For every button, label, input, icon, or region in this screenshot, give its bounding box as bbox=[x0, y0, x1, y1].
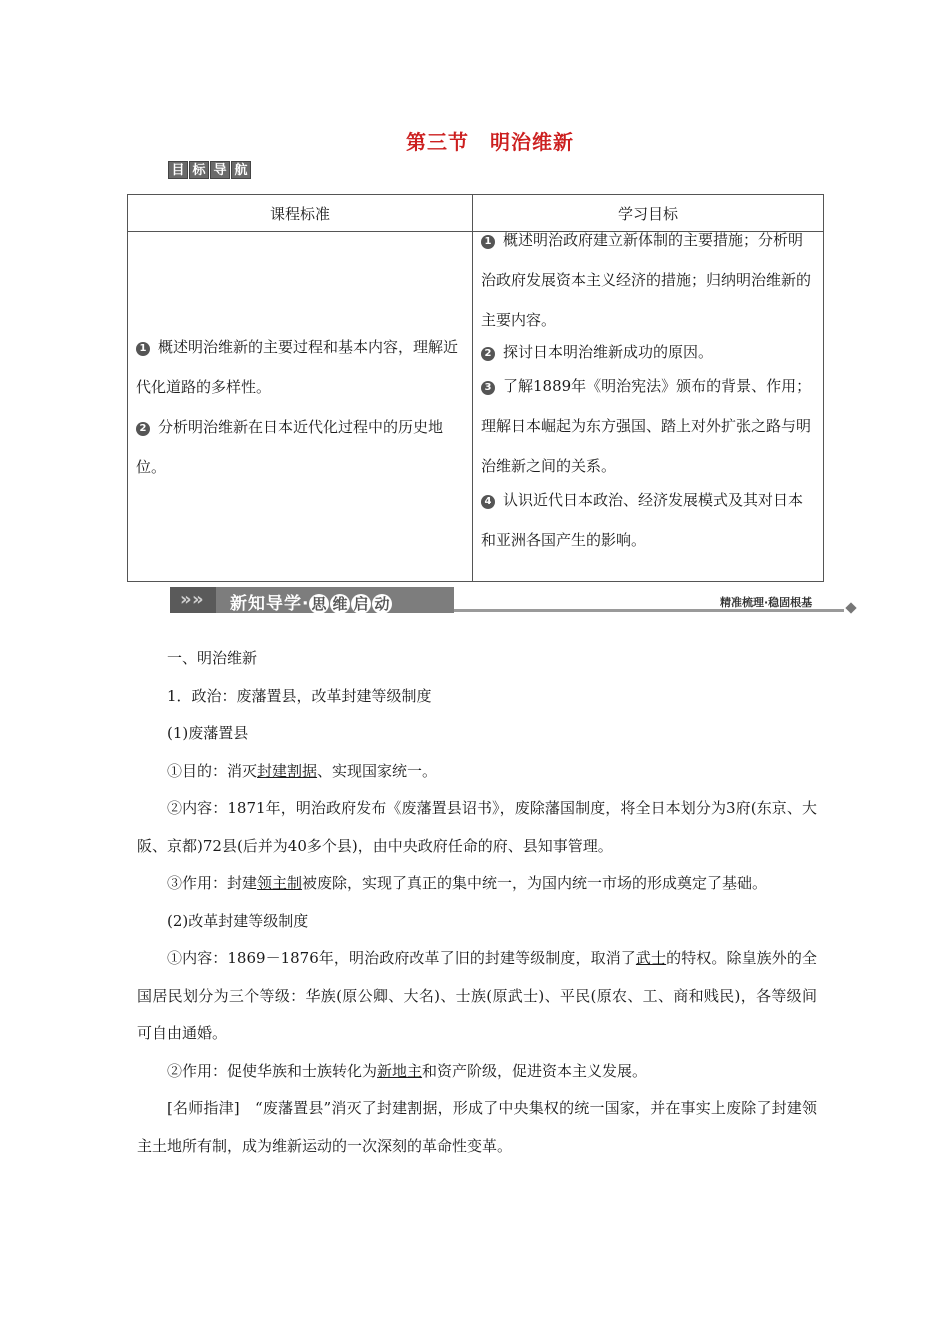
banner-dot: · bbox=[302, 594, 310, 614]
subsection-heading: (1)废藩置县 bbox=[167, 724, 249, 742]
learning-goals-cell bbox=[473, 232, 824, 582]
standard-text: 分析明治维新在日本近代化过程中的历史地位。 bbox=[136, 417, 444, 476]
paragraph bbox=[137, 940, 817, 1053]
objective-nav-badge bbox=[168, 161, 251, 179]
standard-text: 概述明治维新的主要过程和基本内容，理解近代化道路的多样性。 bbox=[136, 337, 459, 396]
banner-main-text: 新知导学 bbox=[230, 594, 302, 614]
paragraph bbox=[137, 1053, 817, 1091]
chevron-icon: » » bbox=[170, 587, 216, 613]
diamond-icon bbox=[845, 602, 856, 613]
goal-text: 了解1889年《明治宪法》颁布的背景、作用；理解日本崛起为东方强国、踏上对外扩张之路与明治维新之间的关系。 bbox=[481, 377, 812, 475]
text: 被废除，实现了真正的集中统一，为国内统一市场的形成奠定了基础。 bbox=[302, 874, 768, 892]
underlined-term: 武士 bbox=[635, 949, 667, 967]
number-badge: 2 bbox=[136, 422, 150, 436]
standard-item bbox=[136, 407, 464, 487]
paragraph bbox=[137, 753, 817, 791]
goal-item bbox=[481, 480, 815, 560]
standards-table bbox=[127, 194, 824, 582]
number-badge: 2 bbox=[481, 347, 495, 361]
goal-text: 认识近代日本政治、经济发展模式及其对日本和亚洲各国产生的影响。 bbox=[481, 491, 804, 549]
course-standard-cell bbox=[128, 232, 473, 582]
header-learning-goals: 学习目标 bbox=[473, 195, 824, 232]
badge-char: 导 bbox=[210, 161, 230, 179]
paragraph: ②内容：1871年，明治政府发布《废藩置县诏书》，废除藩国制度，将全日本划分为3府(东京、大阪、京都)72县(后并为40多个县)，由中央政府任命的府、县知事管理。 bbox=[137, 799, 817, 855]
paragraph bbox=[137, 865, 817, 903]
number-badge: 3 bbox=[481, 381, 495, 395]
text: 、实现国家统一。 bbox=[317, 761, 438, 780]
text: 的特权。除皇族外的全国居民划分为三个等级：华族(原公卿、大名)、士族(原武士)、平民(原农、工、商和贱民)，各等级间可自由通婚。 bbox=[137, 949, 817, 1042]
banner-title bbox=[230, 589, 393, 614]
text: ①内容：1869－1876年，明治政府改革了旧的封建等级制度，取消了 bbox=[167, 949, 636, 967]
text: ③作用：封建 bbox=[167, 874, 258, 892]
goal-item bbox=[481, 220, 815, 340]
banner-circled-char: 动 bbox=[374, 595, 391, 613]
subsection-heading: 1．政治：废藩置县，改革封建等级制度 bbox=[167, 686, 432, 705]
banner-subtitle: 精准梳理·稳固根基 bbox=[720, 596, 813, 609]
text: ②作用：促使华族和士族转化为 bbox=[167, 1061, 378, 1080]
badge-char: 标 bbox=[189, 161, 209, 179]
number-badge: 4 bbox=[481, 495, 495, 509]
standard-item bbox=[136, 327, 464, 407]
badge-char: 航 bbox=[231, 161, 251, 179]
header-course-standard: 课程标准 bbox=[128, 195, 473, 232]
underlined-term: 领主制 bbox=[257, 874, 303, 892]
goal-text: 概述明治政府建立新体制的主要措施；分析明治政府发展资本主义经济的措施；归纳明治维新的主要内容。 bbox=[481, 231, 812, 329]
banner-circled-char: 思 bbox=[311, 595, 328, 613]
text: 和资产阶级，促进资本主义发展。 bbox=[422, 1061, 648, 1080]
subsection-heading: (2)改革封建等级制度 bbox=[167, 911, 309, 930]
banner-circled-char: 维 bbox=[332, 595, 349, 613]
goal-item bbox=[481, 366, 815, 486]
number-badge: 1 bbox=[136, 342, 150, 356]
text: ①目的：消灭 bbox=[167, 761, 258, 780]
section-banner bbox=[170, 587, 454, 613]
lesson-content bbox=[137, 640, 817, 1165]
page-title: 第三节 明治维新 bbox=[406, 130, 574, 154]
badge-char: 目 bbox=[168, 161, 188, 179]
section-heading: 一、明治维新 bbox=[167, 649, 258, 667]
underlined-term: 封建割据 bbox=[257, 761, 318, 780]
teacher-tip-paragraph: [名师指津] “废藩置县”消灭了封建割据，形成了中央集权的统一国家，并在事实上废除了封建领主土地所有制，成为维新运动的一次深刻的革命性变革。 bbox=[137, 1099, 817, 1155]
goal-text: 探讨日本明治维新成功的原因。 bbox=[503, 343, 714, 361]
banner-circled-char: 启 bbox=[353, 595, 370, 613]
underlined-term: 新地主 bbox=[377, 1061, 423, 1080]
number-badge: 1 bbox=[481, 235, 495, 249]
